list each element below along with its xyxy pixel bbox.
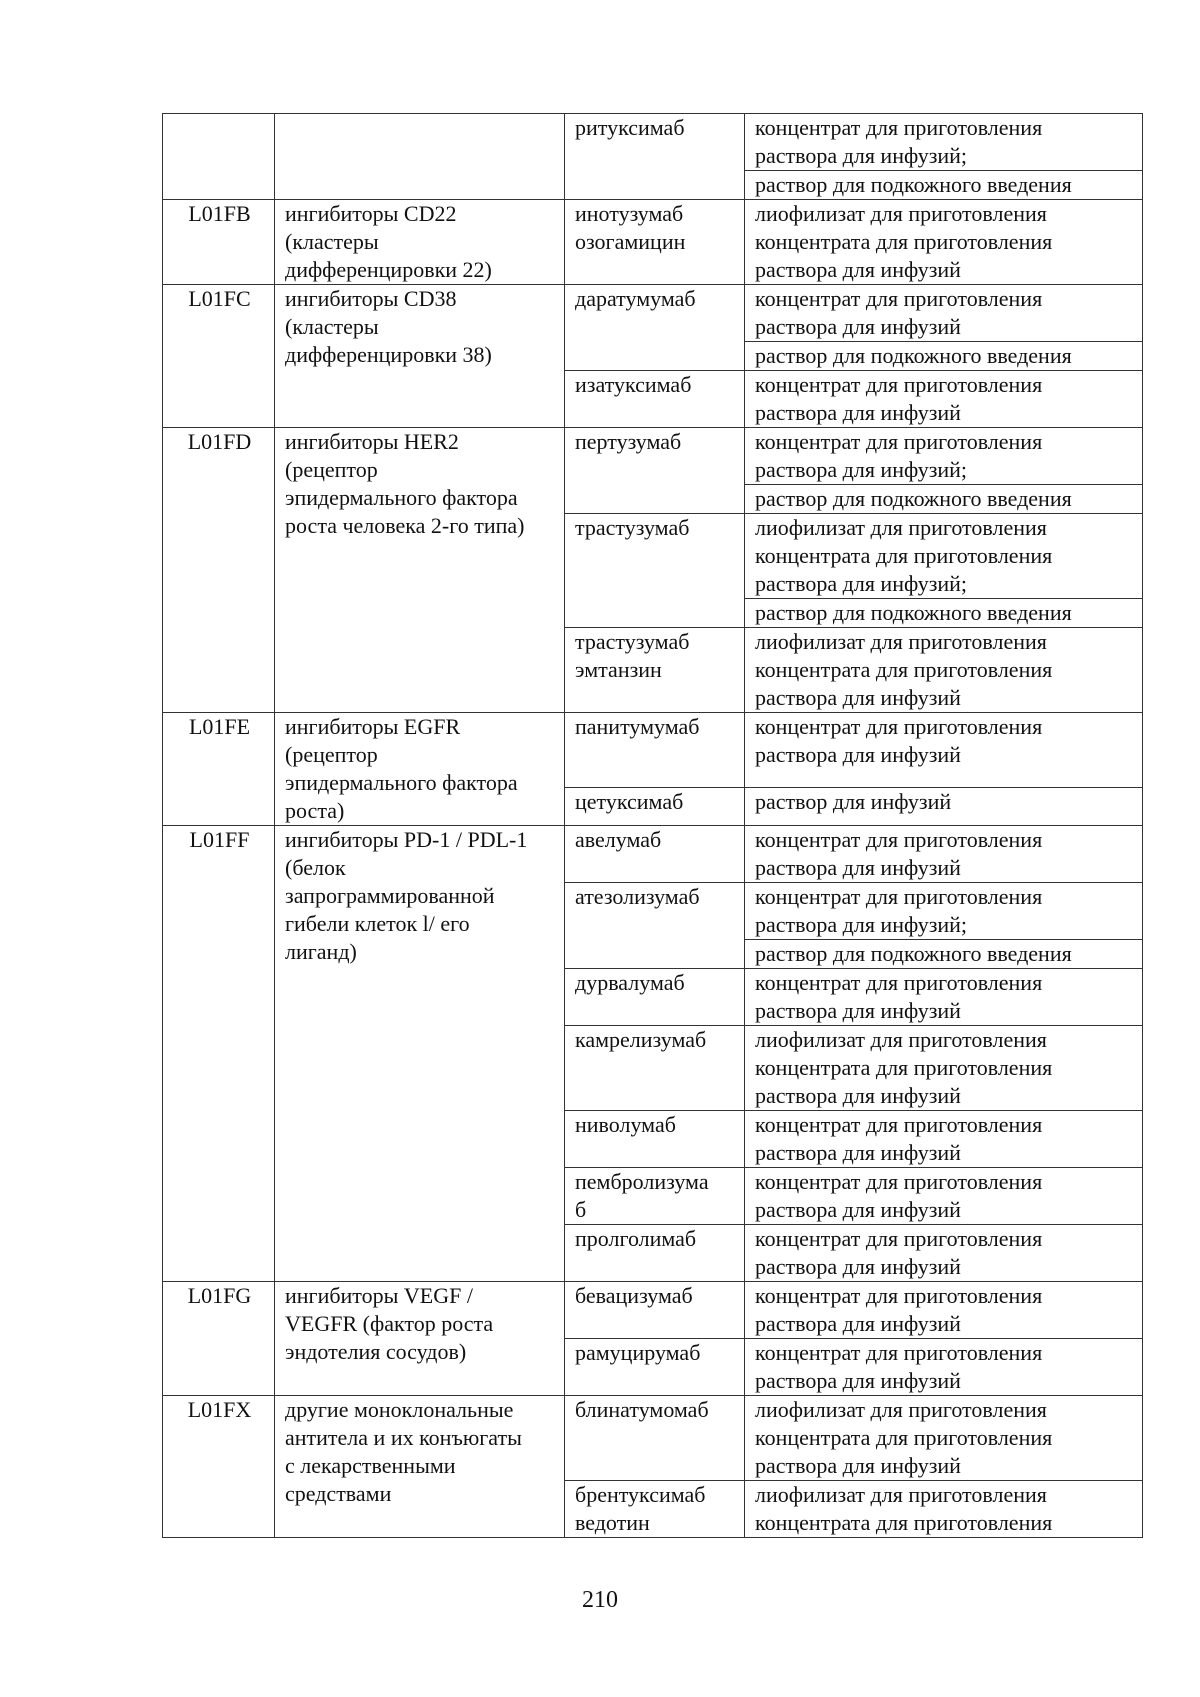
dosage-form xyxy=(755,969,1134,1025)
dosage-form-line: раствор для подкожного введения xyxy=(755,172,1072,197)
group-name-line: роста человека 2-го типа) xyxy=(285,513,525,538)
drug-name-line: авелумаб xyxy=(575,827,662,852)
dosage-form xyxy=(755,1339,1134,1395)
atc-code-cell xyxy=(163,114,275,200)
table-row xyxy=(163,713,1143,788)
dosage-form-line: раствора для инфузий xyxy=(755,1453,961,1478)
dosage-form-line: концентрата для приготовления xyxy=(755,229,1053,254)
dosage-form-cell xyxy=(745,114,1143,200)
drug-name-cell xyxy=(565,1225,745,1282)
atc-drug-table xyxy=(162,113,1143,1538)
dosage-form-cell xyxy=(745,200,1143,285)
atc-code: L01FB xyxy=(188,201,251,226)
dosage-form-line: лиофилизат для приготовления xyxy=(755,1482,1047,1507)
drug-name-cell xyxy=(565,371,745,428)
dosage-form xyxy=(745,939,1142,968)
atc-code-cell xyxy=(163,1282,275,1396)
dosage-form-line: раствора для инфузий xyxy=(755,998,961,1023)
dosage-form xyxy=(745,484,1142,513)
atc-code: L01FX xyxy=(187,1397,252,1422)
atc-code-cell xyxy=(163,285,275,428)
atc-code-cell xyxy=(163,428,275,713)
group-name-line: эпидермального фактора xyxy=(285,770,518,795)
dosage-form-line: лиофилизат для приготовления xyxy=(755,1397,1047,1422)
drug-name-line: трастузумаб xyxy=(575,515,690,540)
group-name-line: другие моноклональные xyxy=(285,1397,514,1422)
dosage-form-line: концентрат для приготовления xyxy=(755,1226,1043,1251)
group-name-cell xyxy=(275,1282,565,1396)
table-row xyxy=(163,285,1143,371)
dosage-form xyxy=(755,628,1134,712)
drug-name-cell xyxy=(565,969,745,1026)
drug-name-line: бевацизумаб xyxy=(575,1283,693,1308)
dosage-form xyxy=(755,1026,1134,1110)
atc-code-cell xyxy=(163,200,275,285)
group-name-line: (рецептор xyxy=(285,742,378,767)
dosage-form-line: раствора для инфузий xyxy=(755,1083,961,1108)
dosage-form-line: раствора для инфузий xyxy=(755,685,961,710)
dosage-form-line: концентрата для приготовления xyxy=(755,657,1053,682)
dosage-form-line: концентрат для приготовления xyxy=(755,1283,1043,1308)
drug-name-cell xyxy=(565,628,745,713)
dosage-form xyxy=(755,1282,1134,1338)
group-name-line: (кластеры xyxy=(285,229,379,254)
dosage-form-cell xyxy=(745,1339,1143,1396)
group-name-line: ингибиторы HER2 xyxy=(285,429,459,454)
table-row xyxy=(163,428,1143,514)
atc-code: L01FD xyxy=(187,429,252,454)
dosage-form-line: раствор для подкожного введения xyxy=(755,343,1072,368)
dosage-form-cell xyxy=(745,1111,1143,1168)
dosage-form-line: концентрат для приготовления xyxy=(755,827,1043,852)
dosage-form xyxy=(755,200,1134,284)
dosage-form-cell xyxy=(745,428,1143,514)
drug-name-line: ведотин xyxy=(575,1510,650,1535)
group-name-line: эпидермального фактора xyxy=(285,485,518,510)
dosage-form-line: концентрат для приготовления xyxy=(755,286,1043,311)
dosage-form-line: раствора для инфузий; xyxy=(755,457,968,482)
group-name-cell xyxy=(275,285,565,428)
dosage-form-cell xyxy=(745,883,1143,969)
dosage-form-line: раствор для подкожного введения xyxy=(755,941,1072,966)
group-name-cell xyxy=(275,200,565,285)
group-name-line: дифференцировки 38) xyxy=(285,342,492,367)
dosage-form-line: лиофилизат для приготовления xyxy=(755,1027,1047,1052)
dosage-form-line: раствора для инфузий xyxy=(755,742,961,767)
group-name-line: лиганд) xyxy=(285,939,357,964)
drug-name-line: блинатумомаб xyxy=(575,1397,709,1422)
group-name-line: средствами xyxy=(285,1481,392,1506)
dosage-form xyxy=(755,371,1134,427)
group-name-line: ингибиторы PD-1 / PDL-1 xyxy=(285,827,528,852)
drug-name-line: рамуцирумаб xyxy=(575,1340,701,1365)
drug-name-cell xyxy=(565,1026,745,1111)
group-name-cell xyxy=(275,826,565,1282)
group-name-line: запрограммированной xyxy=(285,883,495,908)
drug-name-cell xyxy=(565,114,745,200)
dosage-form-line: раствора для инфузий xyxy=(755,257,961,282)
table-body xyxy=(163,114,1143,1538)
dosage-form-cell xyxy=(745,371,1143,428)
drug-name-line: пертузумаб xyxy=(575,429,682,454)
group-name-line: роста) xyxy=(285,798,345,823)
dosage-form-line: концентрат для приготовления xyxy=(755,1169,1043,1194)
dosage-form-line: концентрата для приготовления xyxy=(755,1510,1053,1535)
dosage-form-line: раствор для подкожного введения xyxy=(755,600,1072,625)
dosage-form xyxy=(755,514,1134,598)
dosage-form xyxy=(755,713,1134,769)
group-name-cell xyxy=(275,1396,565,1538)
drug-name-line: атезолизумаб xyxy=(575,884,700,909)
atc-code: L01FF xyxy=(189,827,250,852)
dosage-form-cell xyxy=(745,1481,1143,1538)
dosage-form xyxy=(755,114,1134,170)
dosage-form-cell xyxy=(745,969,1143,1026)
group-name-line: эндотелия сосудов) xyxy=(285,1339,467,1364)
dosage-form-cell xyxy=(745,787,1143,825)
dosage-form xyxy=(755,285,1134,341)
drug-name-line: озогамицин xyxy=(575,229,686,254)
dosage-form-line: раствора для инфузий; xyxy=(755,143,968,168)
dosage-form-cell xyxy=(745,1396,1143,1481)
dosage-form xyxy=(755,1168,1134,1224)
dosage-form-line: концентрата для приготовления xyxy=(755,1055,1053,1080)
dosage-form-line: концентрат для приготовления xyxy=(755,372,1043,397)
dosage-form-line: раствора для инфузий xyxy=(755,1311,961,1336)
drug-name-cell xyxy=(565,787,745,825)
drug-name-line: пембролизума xyxy=(575,1169,709,1194)
group-name-line: (белок xyxy=(285,855,346,880)
table-row xyxy=(163,114,1143,200)
drug-name-line: дурвалумаб xyxy=(575,970,685,995)
dosage-form-line: раствора для инфузий xyxy=(755,1197,961,1222)
drug-name-line: камрелизумаб xyxy=(575,1027,707,1052)
dosage-form-line: раствора для инфузий; xyxy=(755,571,968,596)
drug-name-cell xyxy=(565,1168,745,1225)
dosage-form-line: раствора для инфузий xyxy=(755,1140,961,1165)
dosage-form-cell xyxy=(745,1168,1143,1225)
dosage-form-line: концентрат для приготовления xyxy=(755,1340,1043,1365)
atc-code: L01FE xyxy=(188,714,251,739)
group-name-line: VEGFR (фактор роста xyxy=(285,1311,494,1336)
table-row xyxy=(163,1396,1143,1481)
drug-name-cell xyxy=(565,1282,745,1339)
drug-name-cell xyxy=(565,1111,745,1168)
drug-name-line: эмтанзин xyxy=(575,657,662,682)
drug-name-line: ритуксимаб xyxy=(575,115,685,140)
dosage-form-line: концентрат для приготовления xyxy=(755,884,1043,909)
group-name-cell xyxy=(275,114,565,200)
dosage-form xyxy=(745,598,1142,627)
dosage-form-line: лиофилизат для приготовления xyxy=(755,515,1047,540)
drug-name-cell xyxy=(565,1396,745,1481)
table-row xyxy=(163,1282,1143,1339)
drug-name-line: б xyxy=(575,1197,587,1222)
group-name-line: ингибиторы VEGF / xyxy=(285,1283,473,1308)
dosage-form-cell xyxy=(745,1026,1143,1111)
dosage-form-line: концентрата для приготовления xyxy=(755,1425,1053,1450)
drug-name-line: изатуксимаб xyxy=(575,372,692,397)
group-name-line: ингибиторы CD38 xyxy=(285,286,457,311)
drug-name-cell xyxy=(565,1481,745,1538)
drug-name-cell xyxy=(565,428,745,514)
drug-name-cell xyxy=(565,514,745,628)
dosage-form xyxy=(755,428,1134,484)
drug-name-cell xyxy=(565,713,745,788)
dosage-form-line: раствор для инфузий xyxy=(755,788,952,814)
dosage-form xyxy=(755,1481,1134,1537)
atc-code-cell xyxy=(163,1396,275,1538)
drug-name-line: брентуксимаб xyxy=(575,1482,706,1507)
group-name-cell xyxy=(275,713,565,826)
group-name-line: ингибиторы CD22 xyxy=(285,201,457,226)
dosage-form-line: раствора для инфузий; xyxy=(755,912,968,937)
table-row xyxy=(163,826,1143,883)
dosage-form xyxy=(755,1396,1134,1480)
group-name-line: (кластеры xyxy=(285,314,379,339)
drug-name-cell xyxy=(565,883,745,969)
dosage-form xyxy=(755,1111,1134,1167)
drug-name-line: цетуксимаб xyxy=(575,788,684,814)
dosage-form xyxy=(755,883,1134,939)
dosage-form-line: раствора для инфузий xyxy=(755,855,961,880)
dosage-form-cell xyxy=(745,826,1143,883)
dosage-form-line: раствора для инфузий xyxy=(755,400,961,425)
group-name-line: (рецептор xyxy=(285,457,378,482)
table-row xyxy=(163,200,1143,285)
dosage-form-line: раствора для инфузий xyxy=(755,1254,961,1279)
drug-name-cell xyxy=(565,285,745,371)
dosage-form xyxy=(755,826,1134,882)
drug-name-line: трастузумаб xyxy=(575,629,690,654)
dosage-form-cell xyxy=(745,713,1143,788)
dosage-form xyxy=(745,170,1142,199)
dosage-form-line: концентрата для приготовления xyxy=(755,543,1053,568)
dosage-form-cell xyxy=(745,1225,1143,1282)
dosage-form-line: раствора для инфузий xyxy=(755,1368,961,1393)
dosage-form-cell xyxy=(745,1282,1143,1339)
dosage-form-cell xyxy=(745,628,1143,713)
dosage-form-line: концентрат для приготовления xyxy=(755,1112,1043,1137)
dosage-form-line: концентрат для приготовления xyxy=(755,115,1043,140)
atc-code: L01FG xyxy=(187,1283,252,1308)
drug-name-cell xyxy=(565,826,745,883)
dosage-form-line: лиофилизат для приготовления xyxy=(755,629,1047,654)
group-name-cell xyxy=(275,428,565,713)
dosage-form xyxy=(755,1225,1134,1281)
page-number: 210 xyxy=(582,1587,618,1613)
dosage-form-line: концентрат для приготовления xyxy=(755,429,1043,454)
drug-name-line: даратумумаб xyxy=(575,286,696,311)
atc-code: L01FC xyxy=(188,286,251,311)
group-name-line: гибели клеток l/ его xyxy=(285,911,470,936)
drug-name-line: ниволумаб xyxy=(575,1112,676,1137)
group-name-line: антитела и их конъюгаты xyxy=(285,1425,522,1450)
drug-name-cell xyxy=(565,200,745,285)
drug-name-line: инотузумаб xyxy=(575,201,684,226)
dosage-form-line: концентрат для приготовления xyxy=(755,714,1043,739)
dosage-form-cell xyxy=(745,514,1143,628)
dosage-form xyxy=(745,341,1142,370)
drug-name-line: пролголимаб xyxy=(575,1226,697,1251)
group-name-line: ингибиторы EGFR xyxy=(285,714,461,739)
dosage-form-line: концентрат для приготовления xyxy=(755,970,1043,995)
dosage-form-line: раствор для подкожного введения xyxy=(755,486,1072,511)
atc-code-cell xyxy=(163,826,275,1282)
atc-code-cell xyxy=(163,713,275,826)
group-name-line: дифференцировки 22) xyxy=(285,257,492,282)
dosage-form-line: раствора для инфузий xyxy=(755,314,961,339)
dosage-form xyxy=(755,788,1134,816)
drug-name-line: панитумумаб xyxy=(575,714,700,739)
drug-name-cell xyxy=(565,1339,745,1396)
dosage-form-line: лиофилизат для приготовления xyxy=(755,201,1047,226)
group-name-line: с лекарственными xyxy=(285,1453,456,1478)
dosage-form-cell xyxy=(745,285,1143,371)
